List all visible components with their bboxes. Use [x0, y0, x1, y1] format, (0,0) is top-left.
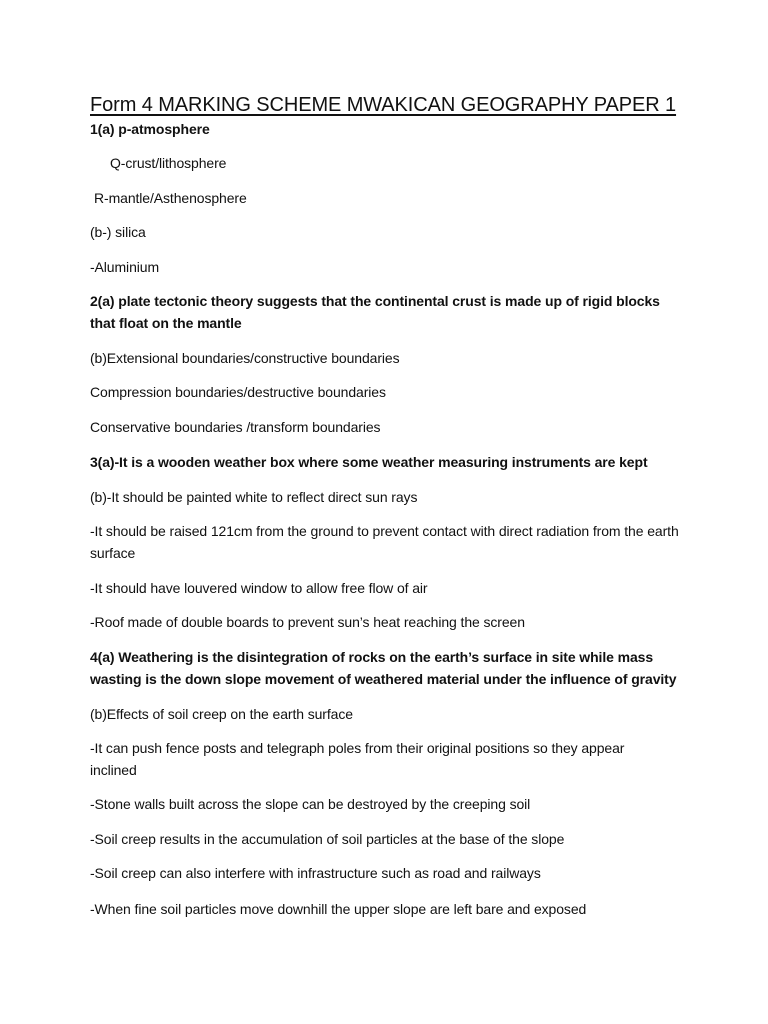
answer-1a: 1(a) p-atmosphere [90, 121, 210, 137]
answer-3b: (b)-It should be painted white to reflect direct sun rays [90, 489, 418, 505]
answer-4b-fence-posts: -It can push fence posts and telegraph poles from their original positions so they appear inclined [90, 740, 625, 778]
answer-4b-accumulation: -Soil creep results in the accumulation of soil particles at the base of the slope [90, 831, 565, 847]
answer-4b: (b)Effects of soil creep on the earth surface [90, 706, 353, 722]
answer-3b-raised: -It should be raised 121cm from the ground to prevent contact with direct radiation from the earth surface [90, 523, 679, 561]
answer-3b-roof: -Roof made of double boards to prevent sun’s heat reaching the screen [90, 614, 525, 630]
answer-2b-conservative: Conservative boundaries /transform boundaries [90, 419, 381, 435]
answer-1b: (b-) silica [90, 224, 146, 240]
answer-1a-r: R-mantle/Asthenosphere [94, 190, 247, 206]
answer-3b-louvered: -It should have louvered window to allow free flow of air [90, 580, 428, 596]
answer-1a-q: Q-crust/lithosphere [110, 155, 227, 171]
answer-1b-aluminium: -Aluminium [90, 259, 160, 275]
answer-4b-stone-walls: -Stone walls built across the slope can be destroyed by the creeping soil [90, 796, 531, 812]
document-title: Form 4 MARKING SCHEME MWAKICAN GEOGRAPHY PAPER 1 [90, 94, 677, 116]
answer-2a: 2(a) plate tectonic theory suggests that the continental crust is made up of rigid blocks that float on the mantle [90, 293, 660, 331]
answer-4b-infrastructure: -Soil creep can also interfere with infrastructure such as road and railways [90, 865, 541, 881]
answer-2b-compression: Compression boundaries/destructive boundaries [90, 384, 386, 400]
answer-3a: 3(a)-It is a wooden weather box where some weather measuring instruments are kept [90, 454, 648, 470]
answer-4b-bare-slope: -When fine soil particles move downhill the upper slope are left bare and exposed [90, 901, 587, 917]
answer-2b: (b)Extensional boundaries/constructive boundaries [90, 350, 400, 366]
answer-4a: 4(a) Weathering is the disintegration of rocks on the earth’s surface in site while mass wasting is the down slope movement of weathered material under the influence of gravity [90, 649, 677, 687]
